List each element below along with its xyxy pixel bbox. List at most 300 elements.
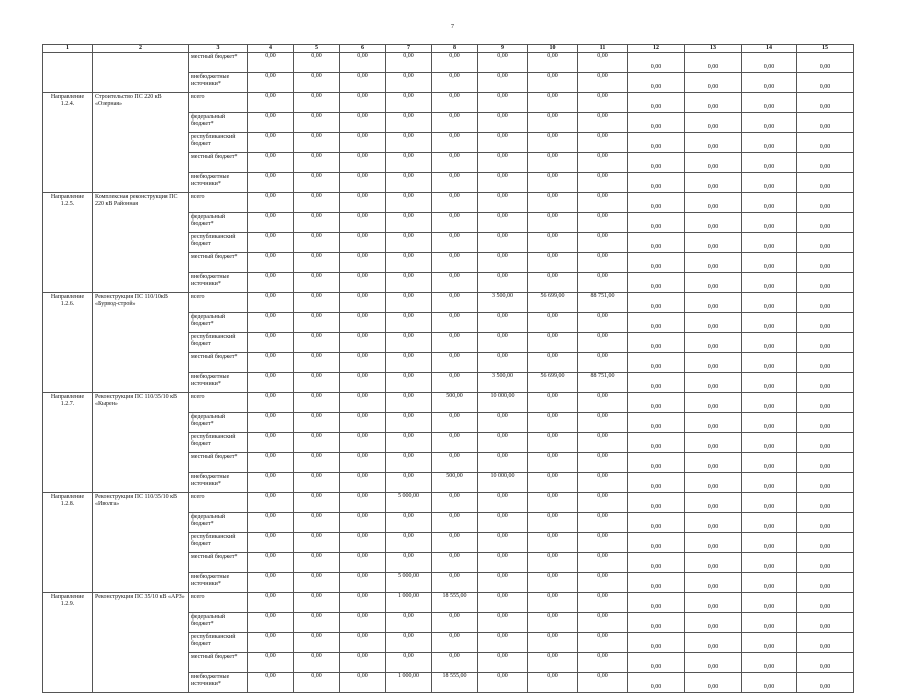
column-header: 10 bbox=[528, 45, 578, 53]
value-cell: 0,00 bbox=[478, 413, 528, 433]
value-cell: 500,00 bbox=[432, 393, 478, 413]
source-cell: местный бюджет* bbox=[189, 253, 248, 273]
value-cell: 0,00 bbox=[248, 393, 294, 413]
value-cell: 0,00 bbox=[628, 413, 685, 433]
table-row bbox=[43, 93, 854, 113]
value-cell: 0,00 bbox=[628, 173, 685, 193]
value-cell: 0,00 bbox=[432, 373, 478, 393]
value-cell: 0,00 bbox=[578, 253, 628, 273]
value-cell: 0,00 bbox=[432, 533, 478, 553]
value-cell: 0,00 bbox=[742, 413, 797, 433]
value-cell: 0,00 bbox=[294, 193, 340, 213]
value-cell: 0,00 bbox=[685, 53, 742, 73]
column-header: 4 bbox=[248, 45, 294, 53]
value-cell: 0,00 bbox=[685, 293, 742, 313]
value-cell: 0,00 bbox=[742, 393, 797, 413]
value-cell: 0,00 bbox=[685, 333, 742, 353]
source-cell: республиканский бюджет bbox=[189, 433, 248, 453]
value-cell: 0,00 bbox=[797, 353, 854, 373]
project-name-cell: Комплексная реконструкция ПС 220 кВ Районная bbox=[93, 193, 189, 293]
value-cell: 0,00 bbox=[528, 73, 578, 93]
value-cell: 3 500,00 bbox=[478, 373, 528, 393]
value-cell: 0,00 bbox=[528, 453, 578, 473]
value-cell: 0,00 bbox=[340, 373, 386, 393]
value-cell: 0,00 bbox=[478, 573, 528, 593]
value-cell: 0,00 bbox=[432, 113, 478, 133]
value-cell: 18 555,00 bbox=[432, 593, 478, 613]
value-cell: 0,00 bbox=[340, 673, 386, 693]
value-cell: 0,00 bbox=[797, 253, 854, 273]
value-cell: 0,00 bbox=[248, 513, 294, 533]
value-cell: 0,00 bbox=[578, 273, 628, 293]
value-cell: 0,00 bbox=[742, 433, 797, 453]
value-cell: 0,00 bbox=[578, 153, 628, 173]
value-cell: 0,00 bbox=[248, 93, 294, 113]
value-cell: 0,00 bbox=[478, 333, 528, 353]
value-cell: 0,00 bbox=[478, 513, 528, 533]
source-cell: внебюджетные источники* bbox=[189, 473, 248, 493]
table-row bbox=[43, 593, 854, 613]
value-cell: 0,00 bbox=[797, 393, 854, 413]
value-cell: 0,00 bbox=[340, 453, 386, 473]
value-cell: 0,00 bbox=[742, 193, 797, 213]
value-cell: 0,00 bbox=[340, 273, 386, 293]
value-cell: 0,00 bbox=[628, 533, 685, 553]
value-cell: 0,00 bbox=[340, 593, 386, 613]
value-cell: 0,00 bbox=[248, 233, 294, 253]
value-cell: 0,00 bbox=[742, 93, 797, 113]
value-cell: 0,00 bbox=[628, 93, 685, 113]
value-cell: 0,00 bbox=[386, 473, 432, 493]
value-cell: 0,00 bbox=[578, 73, 628, 93]
value-cell: 0,00 bbox=[478, 113, 528, 133]
value-cell: 0,00 bbox=[386, 233, 432, 253]
value-cell: 0,00 bbox=[478, 273, 528, 293]
value-cell: 0,00 bbox=[294, 593, 340, 613]
value-cell: 0,00 bbox=[742, 453, 797, 473]
value-cell: 0,00 bbox=[294, 533, 340, 553]
value-cell: 0,00 bbox=[478, 53, 528, 73]
value-cell: 0,00 bbox=[478, 493, 528, 513]
value-cell: 0,00 bbox=[294, 653, 340, 673]
value-cell: 0,00 bbox=[578, 593, 628, 613]
value-cell: 0,00 bbox=[248, 193, 294, 213]
value-cell: 0,00 bbox=[685, 513, 742, 533]
value-cell: 0,00 bbox=[578, 113, 628, 133]
project-name-cell: Реконструкция ПС 110/10кВ «Бурвод-строй» bbox=[93, 293, 189, 393]
value-cell: 0,00 bbox=[742, 613, 797, 633]
value-cell: 0,00 bbox=[797, 133, 854, 153]
value-cell: 0,00 bbox=[432, 653, 478, 673]
value-cell: 0,00 bbox=[685, 93, 742, 113]
value-cell: 0,00 bbox=[386, 153, 432, 173]
value-cell: 0,00 bbox=[578, 193, 628, 213]
value-cell: 10 000,00 bbox=[478, 473, 528, 493]
value-cell: 0,00 bbox=[628, 393, 685, 413]
column-header: 7 bbox=[386, 45, 432, 53]
table-row bbox=[43, 293, 854, 313]
value-cell: 0,00 bbox=[528, 413, 578, 433]
value-cell: 0,00 bbox=[742, 133, 797, 153]
value-cell: 0,00 bbox=[578, 633, 628, 653]
value-cell: 0,00 bbox=[294, 433, 340, 453]
value-cell: 0,00 bbox=[432, 413, 478, 433]
value-cell: 0,00 bbox=[432, 93, 478, 113]
value-cell: 0,00 bbox=[628, 213, 685, 233]
value-cell: 0,00 bbox=[294, 473, 340, 493]
column-header: 6 bbox=[340, 45, 386, 53]
source-cell: республиканский бюджет bbox=[189, 233, 248, 253]
value-cell: 0,00 bbox=[528, 573, 578, 593]
value-cell: 0,00 bbox=[628, 233, 685, 253]
value-cell: 0,00 bbox=[528, 173, 578, 193]
value-cell: 0,00 bbox=[628, 553, 685, 573]
project-name-cell: Реконструкция ПС 110/35/10 кВ «Кырен» bbox=[93, 393, 189, 493]
value-cell: 0,00 bbox=[432, 133, 478, 153]
value-cell: 0,00 bbox=[340, 613, 386, 633]
value-cell: 0,00 bbox=[340, 153, 386, 173]
column-header: 8 bbox=[432, 45, 478, 53]
value-cell: 0,00 bbox=[248, 153, 294, 173]
value-cell: 0,00 bbox=[528, 353, 578, 373]
value-cell: 0,00 bbox=[478, 233, 528, 253]
value-cell: 0,00 bbox=[432, 513, 478, 533]
source-cell: федеральный бюджет* bbox=[189, 513, 248, 533]
value-cell: 0,00 bbox=[578, 553, 628, 573]
value-cell: 0,00 bbox=[386, 313, 432, 333]
value-cell: 0,00 bbox=[248, 293, 294, 313]
value-cell: 0,00 bbox=[628, 633, 685, 653]
value-cell: 0,00 bbox=[742, 533, 797, 553]
value-cell: 0,00 bbox=[685, 253, 742, 273]
source-cell: местный бюджет* bbox=[189, 153, 248, 173]
value-cell: 0,00 bbox=[685, 213, 742, 233]
value-cell: 0,00 bbox=[528, 313, 578, 333]
value-cell: 0,00 bbox=[578, 573, 628, 593]
value-cell: 0,00 bbox=[797, 333, 854, 353]
value-cell: 0,00 bbox=[432, 253, 478, 273]
value-cell: 0,00 bbox=[528, 253, 578, 273]
source-cell: внебюджетные источники* bbox=[189, 673, 248, 693]
value-cell: 0,00 bbox=[248, 73, 294, 93]
source-cell: федеральный бюджет* bbox=[189, 213, 248, 233]
value-cell: 0,00 bbox=[248, 653, 294, 673]
page-number: 7 bbox=[451, 24, 454, 30]
value-cell: 0,00 bbox=[685, 273, 742, 293]
value-cell: 0,00 bbox=[478, 73, 528, 93]
source-cell: внебюджетные источники* bbox=[189, 373, 248, 393]
value-cell: 0,00 bbox=[294, 353, 340, 373]
value-cell: 0,00 bbox=[628, 193, 685, 213]
value-cell: 10 000,00 bbox=[478, 393, 528, 413]
funding-table bbox=[42, 44, 854, 693]
value-cell: 56 699,00 bbox=[528, 293, 578, 313]
source-cell: республиканский бюджет bbox=[189, 533, 248, 553]
value-cell: 0,00 bbox=[340, 233, 386, 253]
value-cell: 0,00 bbox=[742, 653, 797, 673]
value-cell: 0,00 bbox=[340, 293, 386, 313]
value-cell: 0,00 bbox=[797, 293, 854, 313]
value-cell: 0,00 bbox=[797, 313, 854, 333]
value-cell: 0,00 bbox=[294, 493, 340, 513]
value-cell: 0,00 bbox=[294, 633, 340, 653]
value-cell: 0,00 bbox=[294, 673, 340, 693]
column-header: 12 bbox=[628, 45, 685, 53]
value-cell: 0,00 bbox=[386, 173, 432, 193]
value-cell: 0,00 bbox=[248, 313, 294, 333]
table-row bbox=[43, 393, 854, 413]
direction-cell: Направление 1.2.7. bbox=[43, 393, 93, 493]
value-cell: 0,00 bbox=[294, 53, 340, 73]
source-cell: местный бюджет* bbox=[189, 553, 248, 573]
value-cell: 3 500,00 bbox=[478, 293, 528, 313]
column-header: 14 bbox=[742, 45, 797, 53]
value-cell: 0,00 bbox=[478, 133, 528, 153]
table-body bbox=[43, 53, 854, 693]
value-cell: 5 000,00 bbox=[386, 493, 432, 513]
value-cell: 0,00 bbox=[432, 173, 478, 193]
value-cell: 0,00 bbox=[478, 253, 528, 273]
header-row bbox=[43, 45, 854, 53]
value-cell: 0,00 bbox=[528, 633, 578, 653]
value-cell: 0,00 bbox=[294, 73, 340, 93]
value-cell: 0,00 bbox=[797, 633, 854, 653]
value-cell: 0,00 bbox=[742, 113, 797, 133]
value-cell: 0,00 bbox=[742, 633, 797, 653]
value-cell: 0,00 bbox=[432, 453, 478, 473]
table-row bbox=[43, 53, 854, 73]
value-cell: 0,00 bbox=[528, 213, 578, 233]
value-cell: 88 751,00 bbox=[578, 373, 628, 393]
value-cell: 0,00 bbox=[340, 113, 386, 133]
value-cell: 0,00 bbox=[294, 513, 340, 533]
value-cell: 0,00 bbox=[248, 353, 294, 373]
value-cell: 0,00 bbox=[386, 553, 432, 573]
value-cell: 0,00 bbox=[797, 433, 854, 453]
value-cell: 0,00 bbox=[478, 353, 528, 373]
value-cell: 0,00 bbox=[797, 73, 854, 93]
value-cell: 0,00 bbox=[628, 573, 685, 593]
value-cell: 0,00 bbox=[797, 593, 854, 613]
source-cell: всего bbox=[189, 493, 248, 513]
value-cell: 0,00 bbox=[340, 213, 386, 233]
value-cell: 0,00 bbox=[528, 153, 578, 173]
value-cell: 0,00 bbox=[340, 93, 386, 113]
value-cell: 0,00 bbox=[528, 533, 578, 553]
value-cell: 0,00 bbox=[432, 553, 478, 573]
value-cell: 0,00 bbox=[294, 313, 340, 333]
value-cell: 500,00 bbox=[432, 473, 478, 493]
value-cell: 0,00 bbox=[294, 293, 340, 313]
value-cell: 0,00 bbox=[386, 253, 432, 273]
value-cell: 0,00 bbox=[685, 413, 742, 433]
value-cell: 0,00 bbox=[386, 633, 432, 653]
source-cell: внебюджетные источники* bbox=[189, 573, 248, 593]
value-cell: 0,00 bbox=[578, 353, 628, 373]
value-cell: 0,00 bbox=[386, 373, 432, 393]
value-cell: 0,00 bbox=[685, 633, 742, 653]
value-cell: 0,00 bbox=[685, 673, 742, 693]
value-cell: 0,00 bbox=[248, 133, 294, 153]
value-cell: 0,00 bbox=[478, 593, 528, 613]
value-cell: 0,00 bbox=[386, 533, 432, 553]
column-header: 2 bbox=[93, 45, 189, 53]
value-cell: 0,00 bbox=[528, 233, 578, 253]
value-cell: 0,00 bbox=[478, 93, 528, 113]
value-cell: 0,00 bbox=[340, 553, 386, 573]
value-cell: 0,00 bbox=[742, 593, 797, 613]
value-cell: 0,00 bbox=[528, 653, 578, 673]
value-cell: 0,00 bbox=[628, 153, 685, 173]
source-cell: всего bbox=[189, 593, 248, 613]
source-cell: республиканский бюджет bbox=[189, 133, 248, 153]
value-cell: 0,00 bbox=[797, 653, 854, 673]
value-cell: 0,00 bbox=[432, 233, 478, 253]
value-cell: 0,00 bbox=[628, 433, 685, 453]
value-cell: 1 000,00 bbox=[386, 593, 432, 613]
value-cell: 0,00 bbox=[578, 673, 628, 693]
value-cell: 0,00 bbox=[528, 133, 578, 153]
value-cell: 0,00 bbox=[578, 93, 628, 113]
value-cell: 0,00 bbox=[340, 173, 386, 193]
value-cell: 0,00 bbox=[528, 673, 578, 693]
value-cell: 0,00 bbox=[294, 253, 340, 273]
value-cell: 0,00 bbox=[628, 53, 685, 73]
column-header: 11 bbox=[578, 45, 628, 53]
value-cell: 0,00 bbox=[578, 393, 628, 413]
value-cell: 0,00 bbox=[432, 613, 478, 633]
value-cell: 0,00 bbox=[294, 233, 340, 253]
source-cell: всего bbox=[189, 393, 248, 413]
value-cell: 0,00 bbox=[797, 573, 854, 593]
value-cell: 0,00 bbox=[294, 613, 340, 633]
value-cell: 0,00 bbox=[685, 433, 742, 453]
value-cell: 0,00 bbox=[797, 413, 854, 433]
value-cell: 0,00 bbox=[248, 453, 294, 473]
value-cell: 0,00 bbox=[432, 493, 478, 513]
value-cell: 0,00 bbox=[797, 673, 854, 693]
value-cell: 0,00 bbox=[386, 453, 432, 473]
value-cell: 0,00 bbox=[340, 333, 386, 353]
source-cell: всего bbox=[189, 193, 248, 213]
value-cell: 0,00 bbox=[685, 393, 742, 413]
value-cell: 0,00 bbox=[685, 153, 742, 173]
column-header: 13 bbox=[685, 45, 742, 53]
source-cell: федеральный бюджет* bbox=[189, 413, 248, 433]
value-cell: 0,00 bbox=[797, 533, 854, 553]
value-cell: 0,00 bbox=[478, 553, 528, 573]
value-cell: 0,00 bbox=[248, 673, 294, 693]
value-cell: 0,00 bbox=[742, 673, 797, 693]
value-cell: 0,00 bbox=[685, 133, 742, 153]
value-cell: 0,00 bbox=[386, 213, 432, 233]
value-cell: 0,00 bbox=[685, 173, 742, 193]
value-cell: 0,00 bbox=[528, 433, 578, 453]
value-cell: 0,00 bbox=[248, 593, 294, 613]
source-cell: федеральный бюджет* bbox=[189, 613, 248, 633]
source-cell: всего bbox=[189, 293, 248, 313]
value-cell: 0,00 bbox=[685, 593, 742, 613]
value-cell: 0,00 bbox=[432, 433, 478, 453]
value-cell: 0,00 bbox=[248, 533, 294, 553]
value-cell: 0,00 bbox=[797, 113, 854, 133]
value-cell: 0,00 bbox=[797, 473, 854, 493]
value-cell: 0,00 bbox=[628, 453, 685, 473]
value-cell: 0,00 bbox=[432, 53, 478, 73]
value-cell: 0,00 bbox=[797, 193, 854, 213]
value-cell: 0,00 bbox=[386, 73, 432, 93]
value-cell: 0,00 bbox=[478, 173, 528, 193]
value-cell: 0,00 bbox=[294, 573, 340, 593]
value-cell: 0,00 bbox=[340, 133, 386, 153]
value-cell: 0,00 bbox=[386, 193, 432, 213]
value-cell: 0,00 bbox=[340, 573, 386, 593]
value-cell: 0,00 bbox=[742, 373, 797, 393]
value-cell: 0,00 bbox=[294, 173, 340, 193]
value-cell: 0,00 bbox=[294, 133, 340, 153]
value-cell: 0,00 bbox=[742, 273, 797, 293]
direction-cell: Направление 1.2.5. bbox=[43, 193, 93, 293]
column-header: 15 bbox=[797, 45, 854, 53]
value-cell: 0,00 bbox=[386, 133, 432, 153]
source-cell: республиканский бюджет bbox=[189, 333, 248, 353]
value-cell: 0,00 bbox=[742, 333, 797, 353]
value-cell: 0,00 bbox=[742, 313, 797, 333]
value-cell: 0,00 bbox=[578, 613, 628, 633]
value-cell: 0,00 bbox=[628, 113, 685, 133]
project-name-cell: Реконструкция ПС 35/10 кВ «АРЗ» bbox=[93, 593, 189, 693]
value-cell: 0,00 bbox=[742, 293, 797, 313]
value-cell: 0,00 bbox=[294, 453, 340, 473]
value-cell: 0,00 bbox=[742, 473, 797, 493]
value-cell: 0,00 bbox=[294, 273, 340, 293]
value-cell: 0,00 bbox=[628, 493, 685, 513]
value-cell: 0,00 bbox=[685, 233, 742, 253]
value-cell: 0,00 bbox=[478, 193, 528, 213]
value-cell: 0,00 bbox=[432, 293, 478, 313]
source-cell: внебюджетные источники* bbox=[189, 273, 248, 293]
value-cell: 0,00 bbox=[340, 73, 386, 93]
value-cell: 0,00 bbox=[340, 353, 386, 373]
value-cell: 0,00 bbox=[386, 393, 432, 413]
value-cell: 0,00 bbox=[294, 553, 340, 573]
value-cell: 0,00 bbox=[528, 333, 578, 353]
value-cell: 0,00 bbox=[340, 533, 386, 553]
value-cell: 0,00 bbox=[432, 73, 478, 93]
value-cell: 0,00 bbox=[685, 573, 742, 593]
value-cell: 0,00 bbox=[248, 473, 294, 493]
direction-cell: Направление 1.2.4. bbox=[43, 93, 93, 193]
value-cell: 0,00 bbox=[628, 353, 685, 373]
value-cell: 0,00 bbox=[248, 553, 294, 573]
column-header: 5 bbox=[294, 45, 340, 53]
name-cell-continued bbox=[93, 53, 189, 93]
value-cell: 0,00 bbox=[248, 173, 294, 193]
value-cell: 0,00 bbox=[248, 113, 294, 133]
value-cell: 0,00 bbox=[528, 393, 578, 413]
source-cell: федеральный бюджет* bbox=[189, 313, 248, 333]
value-cell: 0,00 bbox=[432, 273, 478, 293]
value-cell: 0,00 bbox=[432, 333, 478, 353]
value-cell: 0,00 bbox=[578, 313, 628, 333]
value-cell: 0,00 bbox=[742, 53, 797, 73]
table-row bbox=[43, 193, 854, 213]
value-cell: 0,00 bbox=[386, 513, 432, 533]
value-cell: 0,00 bbox=[628, 293, 685, 313]
value-cell: 0,00 bbox=[386, 653, 432, 673]
value-cell: 56 699,00 bbox=[528, 373, 578, 393]
value-cell: 0,00 bbox=[628, 73, 685, 93]
